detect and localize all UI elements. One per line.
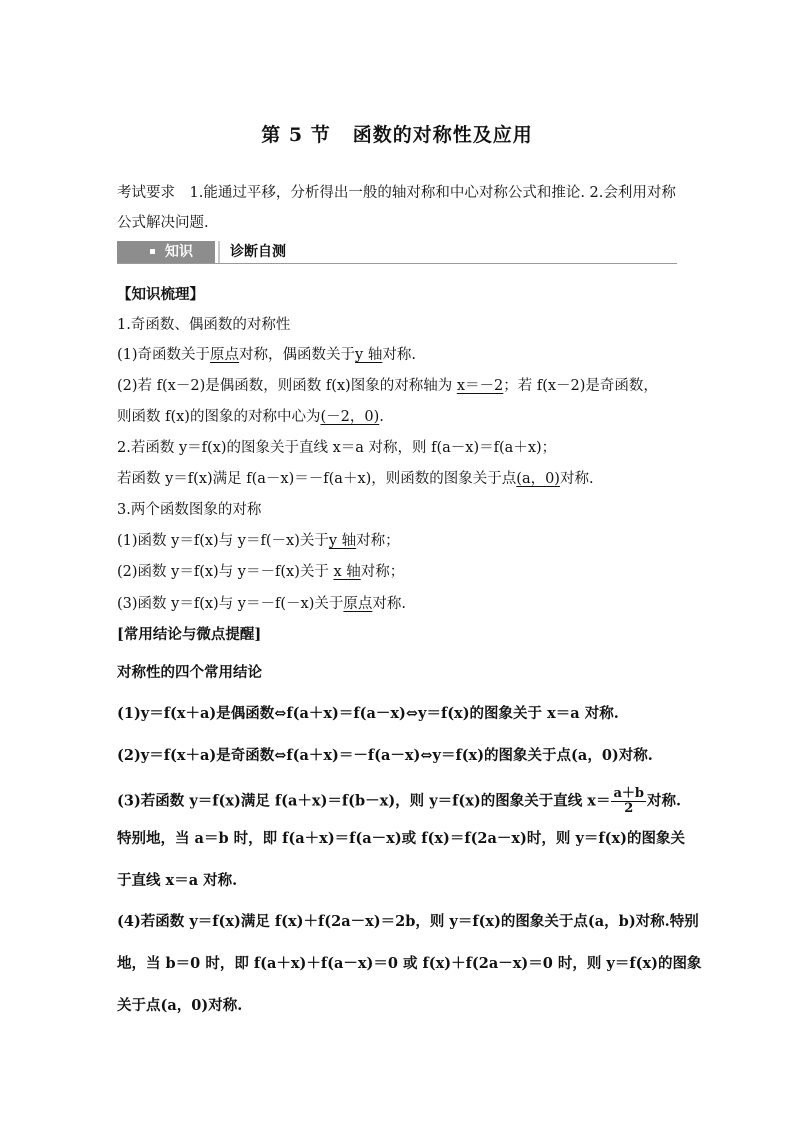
item1-2a: (2)若 f(x－2)是偶函数，则函数 f(x)图象的对称轴为 x＝－2；若 f(x－2)是奇函数， [117, 378, 658, 394]
item3-2: (2)函数 y＝f(x)与 y＝－f(x)关于 x 轴对称； [117, 564, 405, 580]
conclusion-3a: (3)若函数 y＝f(x)满足 f(a＋x)＝f(b－x)，则 y＝f(x)的图象关于直线 x＝ $\frac{a+b}{2}$ 对称. [117, 786, 682, 816]
fill-blank: (－2，0) [320, 409, 380, 425]
item2b: 若函数 y＝f(x)满足 f(a－x)＝－f(a＋x)，则函数的图象关于点(a，0)对称. [117, 471, 594, 487]
square-bullet-icon [150, 249, 155, 254]
fill-blank: 原点 [343, 596, 373, 612]
item1-title: 1.奇函数、偶函数的对称性 [117, 317, 291, 333]
fraction-numerator: a＋b [613, 786, 644, 801]
item3-1: (1)函数 y＝f(x)与 y＝f(－x)关于y 轴对称； [117, 533, 400, 549]
fill-blank: (a，0) [516, 471, 560, 487]
conclusion-2: (2)y＝f(x＋a)是奇函数⇔f(a＋x)＝－f(a－x)⇔y＝f(x)的图象关于点(a，0)对称. [117, 747, 653, 764]
conclusion-3b: 特别地，当 a＝b 时，即 f(a＋x)＝f(a－x)或 f(x)＝f(2a－x)时，则 y＝f(x)的图象关 [117, 830, 685, 847]
conclusion-4a: (4)若函数 y＝f(x)满足 f(x)＋f(2a－x)＝2b，则 y＝f(x)的图象关于点(a，b)对称.特别 [117, 913, 699, 930]
item3-title: 3.两个函数图象的对称 [117, 502, 262, 518]
item1-1: (1)奇函数关于原点对称，偶函数关于y 轴对称. [117, 347, 416, 363]
fill-blank: y 轴 [355, 347, 383, 363]
fill-blank: x＝－2 [456, 378, 504, 394]
conclusion-3c: 于直线 x＝a 对称. [117, 872, 238, 889]
section-topic: 函数的对称性及应用 [352, 124, 533, 146]
conclusions-heading: [常用结论与微点提醒] [117, 626, 262, 643]
fill-blank: x 轴 [333, 564, 361, 580]
section-number: 第 5 节 [261, 124, 331, 146]
conclusion-1: (1)y＝f(x＋a)是偶函数⇔f(a＋x)＝f(a－x)⇔y＝f(x)的图象关于 x＝a 对称. [117, 705, 619, 722]
banner-label: 诊断自测 [218, 241, 677, 263]
item3-3: (3)函数 y＝f(x)与 y＝－f(－x)关于原点对称. [117, 596, 406, 612]
item2a: 2.若函数 y＝f(x)的图象关于直线 x＝a 对称，则 f(a－x)＝f(a＋x)； [117, 440, 557, 456]
fill-blank: y 轴 [328, 533, 357, 549]
fraction [611, 787, 646, 816]
page-title [0, 120, 794, 147]
section-banner [117, 241, 677, 264]
banner-tag: 知识 [117, 241, 215, 263]
fraction-denominator: 2 [624, 801, 634, 816]
fill-blank: 原点 [210, 347, 240, 363]
exam-requirements: 考试要求 1.能通过平移，分析得出一般的轴对称和中心对称公式和推论. 2.会利用对称公式解决问题. [117, 185, 676, 231]
knowledge-heading: 【知识梳理】 [117, 286, 204, 303]
conclusions-subheading: 对称性的四个常用结论 [117, 664, 262, 681]
conclusion-4c: 关于点(a，0)对称. [117, 997, 243, 1014]
item1-2b: 则函数 f(x)的图象的对称中心为(－2，0). [117, 409, 384, 425]
conclusion-4b: 地，当 b＝0 时，即 f(a＋x)＋f(a－x)＝0 或 f(x)＋f(2a－x)＝0 时，则 y＝f(x)的图象 [117, 955, 702, 972]
